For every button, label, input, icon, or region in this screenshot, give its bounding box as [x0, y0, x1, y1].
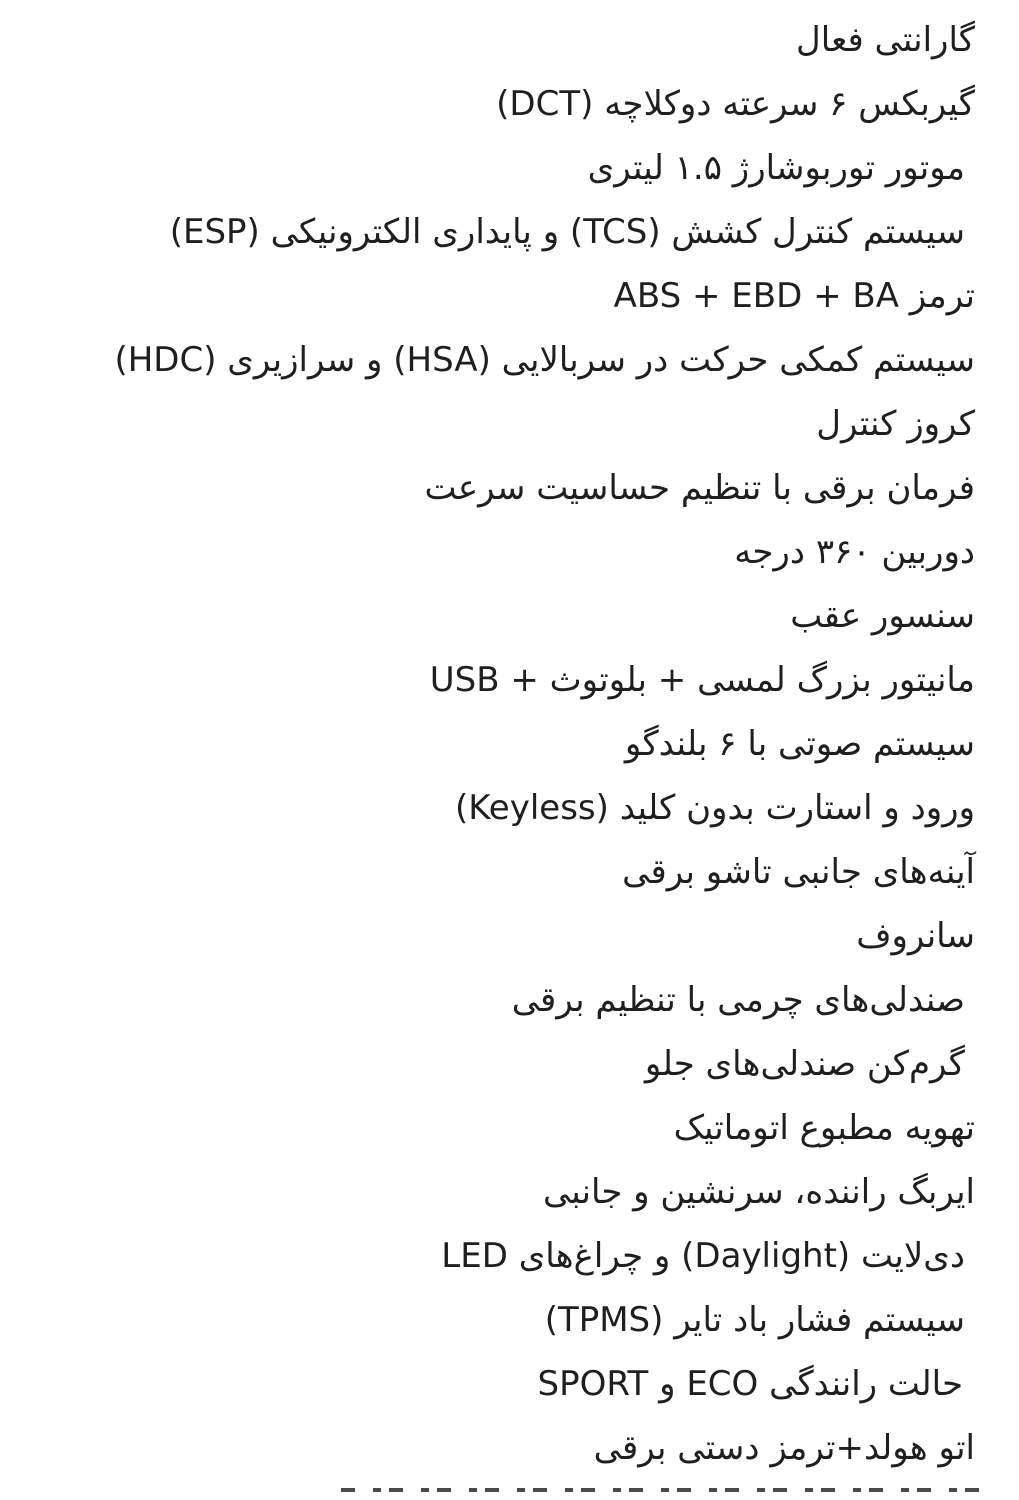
feature-line: دوربین ۳۶۰ درجه	[734, 532, 975, 572]
feature-line: تهویه مطبوع اتوماتیک	[673, 1108, 975, 1148]
feature-line: سانروف	[856, 916, 975, 956]
feature-line: گیربکس ۶ سرعته دوکلاچه (DCT)	[496, 84, 975, 124]
cropped-text-fragment	[339, 1488, 979, 1500]
feature-line: مانیتور بزرگ لمسی + بلوتوث + USB	[429, 660, 975, 700]
feature-line: سیستم فشار باد تایر (TPMS)	[544, 1300, 965, 1340]
feature-line: ورود و استارت بدون کلید (Keyless)	[454, 788, 975, 828]
feature-line: کروز کنترل	[816, 404, 975, 444]
feature-line: گرم‌کن صندلی‌های جلو	[644, 1044, 965, 1084]
feature-line: حالت رانندگی ECO و SPORT	[537, 1364, 963, 1404]
feature-line: فرمان برقی با تنظیم حساسیت سرعت	[424, 468, 975, 508]
feature-line: ایربگ راننده، سرنشین و جانبی	[542, 1172, 975, 1212]
feature-line: سیستم کنترل کشش (TCS) و پایداری الکترونیکی (ESP)	[169, 212, 965, 252]
feature-line: موتور توربوشارژ ۱.۵ لیتری	[587, 148, 965, 188]
feature-line: سیستم کمکی حرکت در سربالایی (HSA) و سرازیری (HDC)	[114, 340, 975, 380]
feature-line: سنسور عقب	[790, 596, 975, 636]
feature-line: صندلی‌های چرمی با تنظیم برقی	[511, 980, 965, 1020]
feature-line: دی‌لایت (Daylight) و چراغ‌های LED	[441, 1236, 965, 1276]
feature-line: گارانتی فعال	[796, 20, 975, 60]
feature-line: سیستم صوتی با ۶ بلندگو	[624, 724, 975, 764]
feature-line: ترمز ABS + EBD + BA	[613, 276, 975, 316]
feature-line: اتو هولد+ترمز دستی برقی	[593, 1428, 975, 1468]
feature-line: آینه‌های جانبی تاشو برقی	[622, 852, 975, 892]
